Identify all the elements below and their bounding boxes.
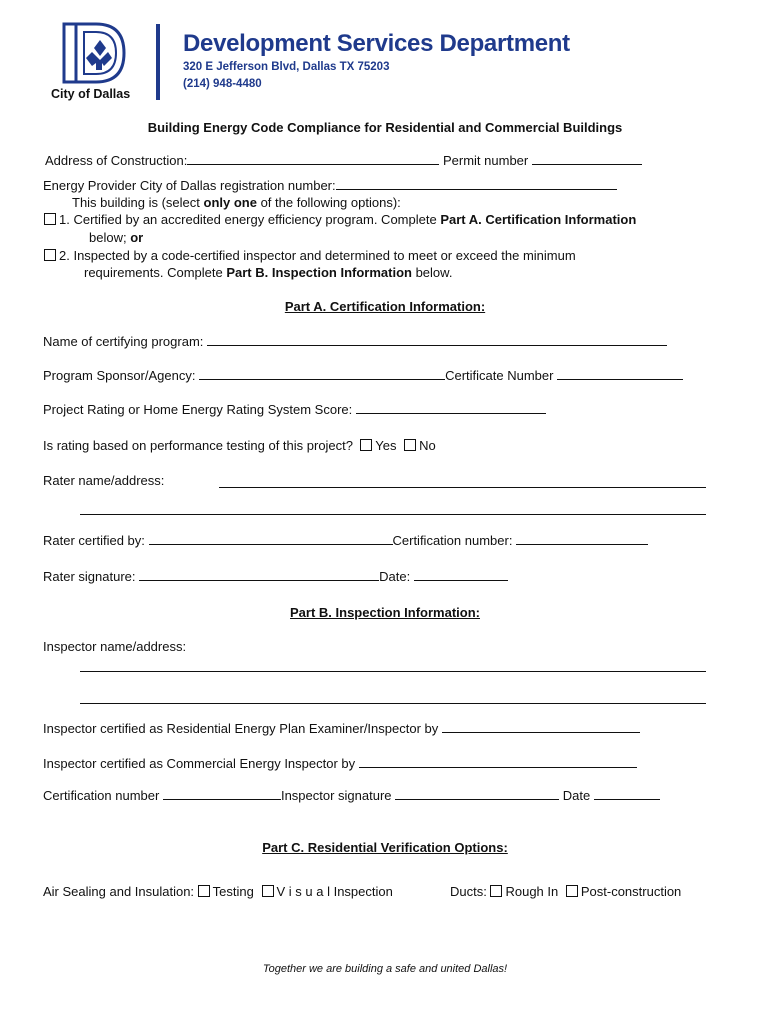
rater-name-label: Rater name/address: xyxy=(43,473,165,488)
option-2-text: Inspected by a code-certified inspector and determined to meet or exceed the minimum xyxy=(73,248,576,263)
testing-checkbox[interactable] xyxy=(198,885,210,897)
address-label: Address of Construction: xyxy=(45,153,188,168)
option-1-number: 1. xyxy=(59,212,70,227)
commercial-cert-label: Inspector certified as Commercial Energy Inspector by xyxy=(43,756,356,771)
visual-inspection-checkbox[interactable] xyxy=(262,885,274,897)
certifying-program-row xyxy=(43,334,667,349)
option-1-or: or xyxy=(130,230,144,245)
commercial-cert-row xyxy=(43,756,637,771)
rater-date-label: Date: xyxy=(379,569,411,584)
inspector-cert-row xyxy=(43,788,660,803)
footer-slogan: Together we are building a safe and united Dallas! xyxy=(262,963,508,975)
rating-label: Project Rating or Home Energy Rating System Score: xyxy=(43,402,353,417)
part-c-heading: Part C. Residential Verification Options: xyxy=(262,840,508,855)
residential-cert-label: Inspector certified as Residential Energy Plan Examiner/Inspector by xyxy=(43,721,439,736)
commercial-cert-field[interactable] xyxy=(359,756,637,768)
rater-signature-row xyxy=(43,569,508,584)
performance-yes-label: Yes xyxy=(375,438,397,453)
certifying-program-label: Name of certifying program: xyxy=(43,334,204,349)
inspector-signature-label: Inspector signature xyxy=(280,788,392,803)
address-row xyxy=(45,153,642,168)
document-title: Building Energy Code Compliance for Residential and Commercial Buildings xyxy=(147,120,623,135)
rater-certification-number-field[interactable] xyxy=(516,533,648,545)
ducts-label: Ducts: xyxy=(450,884,487,899)
residential-cert-field[interactable] xyxy=(442,721,640,733)
inspector-address-field[interactable] xyxy=(80,692,706,704)
inspector-date-label: Date xyxy=(562,788,591,803)
logo-caption: City of Dallas xyxy=(51,87,131,101)
rater-certification-number-label: Certification number: xyxy=(392,533,513,548)
certifying-program-field[interactable] xyxy=(207,334,667,346)
option-1-text: Certified by an accredited energy efficiency program. Complete xyxy=(73,212,441,227)
visual-inspection-label: V i s u a l Inspection xyxy=(276,884,393,899)
inspector-cert-number-label: Certification number xyxy=(43,788,160,803)
option-1-cont: below; xyxy=(89,230,131,245)
address-field[interactable] xyxy=(187,153,439,165)
sponsor-row xyxy=(43,368,683,383)
option-2-continued xyxy=(84,265,452,280)
rater-certified-field[interactable] xyxy=(149,533,393,545)
option-1 xyxy=(44,212,636,227)
select-instruction xyxy=(72,195,401,210)
sponsor-field[interactable] xyxy=(199,368,445,380)
permit-label: Permit number xyxy=(442,153,529,168)
post-construction-label: Post-construction xyxy=(580,884,682,899)
part-a-heading: Part A. Certification Information: xyxy=(284,299,486,314)
rating-field[interactable] xyxy=(356,402,546,414)
inspector-name-label: Inspector name/address: xyxy=(43,639,187,654)
department-address: 320 E Jefferson Blvd, Dallas TX 75203 xyxy=(183,61,390,73)
performance-row xyxy=(43,438,436,453)
permit-field[interactable] xyxy=(532,153,642,165)
registration-label: Energy Provider City of Dallas registration number: xyxy=(43,178,336,193)
rough-in-checkbox[interactable] xyxy=(490,885,502,897)
option-2-checkbox[interactable] xyxy=(44,249,56,261)
rating-row xyxy=(43,402,546,417)
residential-cert-row xyxy=(43,721,640,736)
rater-name-field[interactable] xyxy=(219,476,706,488)
option-2-cont-prefix: requirements. Complete xyxy=(84,265,227,280)
header-divider xyxy=(156,24,160,100)
sponsor-label: Program Sponsor/Agency: xyxy=(43,368,196,383)
rater-signature-label: Rater signature: xyxy=(43,569,136,584)
inspector-date-field[interactable] xyxy=(594,788,660,800)
post-construction-checkbox[interactable] xyxy=(566,885,578,897)
part-b-heading: Part B. Inspection Information: xyxy=(290,605,480,620)
inspector-signature-field[interactable] xyxy=(395,788,559,800)
performance-no-checkbox[interactable] xyxy=(404,439,416,451)
department-phone: (214) 948-4480 xyxy=(183,78,262,90)
rough-in-label: Rough In xyxy=(505,884,559,899)
select-bold: only one xyxy=(203,195,257,210)
option-2-bold: Part B. Inspection Information xyxy=(226,265,412,280)
registration-row xyxy=(43,178,617,193)
air-sealing-row xyxy=(43,884,393,899)
select-prefix: This building is (select xyxy=(72,195,204,210)
performance-yes-checkbox[interactable] xyxy=(360,439,372,451)
ducts-row xyxy=(450,884,681,899)
department-name: Development Services Department xyxy=(183,30,570,57)
option-2-number: 2. xyxy=(59,248,70,263)
option-1-checkbox[interactable] xyxy=(44,213,56,225)
rater-signature-field[interactable] xyxy=(139,569,379,581)
inspector-cert-number-field[interactable] xyxy=(163,788,281,800)
option-1-bold: Part A. Certification Information xyxy=(440,212,637,227)
inspector-name-field[interactable] xyxy=(80,660,706,672)
certificate-number-label: Certificate Number xyxy=(445,368,554,383)
option-2-cont-suffix: below. xyxy=(411,265,453,280)
certificate-number-field[interactable] xyxy=(557,368,683,380)
select-suffix: of the following options): xyxy=(256,195,401,210)
air-sealing-label: Air Sealing and Insulation: xyxy=(43,884,195,899)
rater-address-field[interactable] xyxy=(80,503,706,515)
option-1-continued xyxy=(89,230,143,245)
rater-certified-label: Rater certified by: xyxy=(43,533,145,548)
city-of-dallas-logo xyxy=(62,22,128,84)
registration-field[interactable] xyxy=(336,178,617,190)
rater-date-field[interactable] xyxy=(414,569,508,581)
testing-label: Testing xyxy=(212,884,254,899)
performance-question: Is rating based on performance testing of this project? xyxy=(43,438,354,453)
rater-certified-row xyxy=(43,533,648,548)
option-2 xyxy=(44,248,576,263)
performance-no-label: No xyxy=(419,438,436,453)
